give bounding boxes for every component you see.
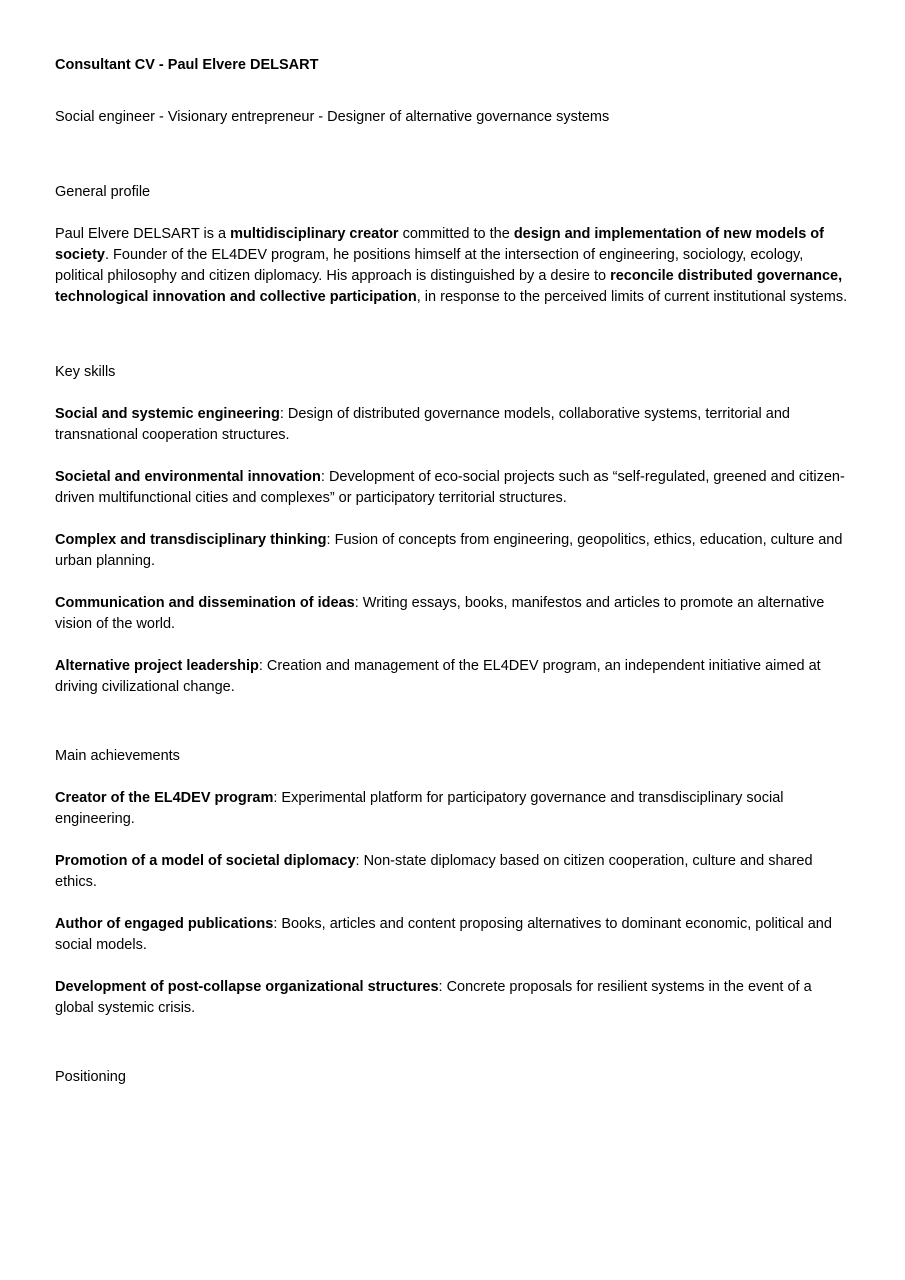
list-item-term: Creator of the EL4DEV program [55, 790, 274, 806]
list-item-term: Development of post-collapse organizational structures [55, 979, 439, 995]
key-skills-list [55, 404, 850, 698]
list-item-description: : Concrete proposals for resilient systems in the event of a global systemic crisis. [55, 979, 812, 1016]
list-item-description: : Creation and management of the EL4DEV program, an independent initiative aimed at driving civilizational change. [55, 658, 821, 695]
list-item [55, 914, 850, 956]
list-item [55, 851, 850, 893]
list-item-term: Social and systemic engineering [55, 406, 280, 422]
spacer [55, 1019, 850, 1067]
list-item-term: Complex and transdisciplinary thinking [55, 532, 327, 548]
list-item-description: : Writing essays, books, manifestos and articles to promote an alternative vision of the world. [55, 595, 825, 632]
spacer [55, 128, 850, 182]
list-item [55, 530, 850, 572]
list-item [55, 656, 850, 698]
emphasis-text: design and implementation of new models of society [55, 226, 824, 263]
list-item-description: : Books, articles and content proposing alternatives to dominant economic, political and social models. [55, 916, 832, 953]
list-item-term: Author of engaged publications [55, 916, 274, 932]
spacer [55, 308, 850, 362]
main-achievements-list [55, 788, 850, 1019]
spacer [55, 76, 850, 107]
spacer [55, 893, 850, 914]
plain-text: . Founder of the EL4DEV program, he positions himself at the intersection of engineering, sociology, ecology, political philosophy and citizen diplomacy. His approach is distinguished by a desire to [55, 247, 804, 284]
list-item-term: Alternative project leadership [55, 658, 259, 674]
list-item-description: : Design of distributed governance models, collaborative systems, territorial and transnational cooperation structures. [55, 406, 790, 443]
section-heading-main-achievements: Main achievements [55, 748, 180, 764]
section-heading-positioning: Positioning [55, 1069, 126, 1085]
list-item-description: : Non-state diplomacy based on citizen cooperation, culture and shared ethics. [55, 853, 813, 890]
section-heading-key-skills: Key skills [55, 364, 116, 380]
list-item-term: Communication and dissemination of ideas [55, 595, 355, 611]
list-item [55, 788, 850, 830]
spacer [55, 572, 850, 593]
document-subtitle: Social engineer - Visionary entrepreneur - Designer of alternative governance systems [55, 109, 610, 125]
plain-text: committed to the [398, 226, 514, 242]
list-item-description: : Fusion of concepts from engineering, geopolitics, ethics, education, culture and urban planning. [55, 532, 843, 569]
spacer [55, 446, 850, 467]
list-item [55, 977, 850, 1019]
list-item-description: : Development of eco-social projects such as “self-regulated, greened and citizen-driven multifunctional cities and complexes” or participatory territorial structures. [55, 469, 845, 506]
list-item-term: Promotion of a model of societal diplomacy [55, 853, 356, 869]
page-title: Consultant CV - Paul Elvere DELSART [55, 57, 319, 73]
spacer [55, 635, 850, 656]
list-item-description: : Experimental platform for participatory governance and transdisciplinary social engineering. [55, 790, 784, 827]
list-item [55, 593, 850, 635]
spacer [55, 509, 850, 530]
spacer [55, 698, 850, 746]
list-item [55, 467, 850, 509]
plain-text: Paul Elvere DELSART is a [55, 226, 231, 242]
section-heading-general-profile: General profile [55, 184, 151, 200]
spacer [55, 956, 850, 977]
general-profile-paragraph [55, 224, 850, 308]
spacer [55, 830, 850, 851]
list-item-term: Societal and environmental innovation [55, 469, 321, 485]
spacer [55, 383, 850, 404]
emphasis-text: reconcile distributed governance, technological innovation and collective participation [55, 268, 843, 305]
plain-text: , in response to the perceived limits of current institutional systems. [416, 289, 848, 305]
spacer [55, 767, 850, 788]
list-item [55, 404, 850, 446]
emphasis-text: multidisciplinary creator [230, 226, 399, 242]
spacer [55, 203, 850, 224]
